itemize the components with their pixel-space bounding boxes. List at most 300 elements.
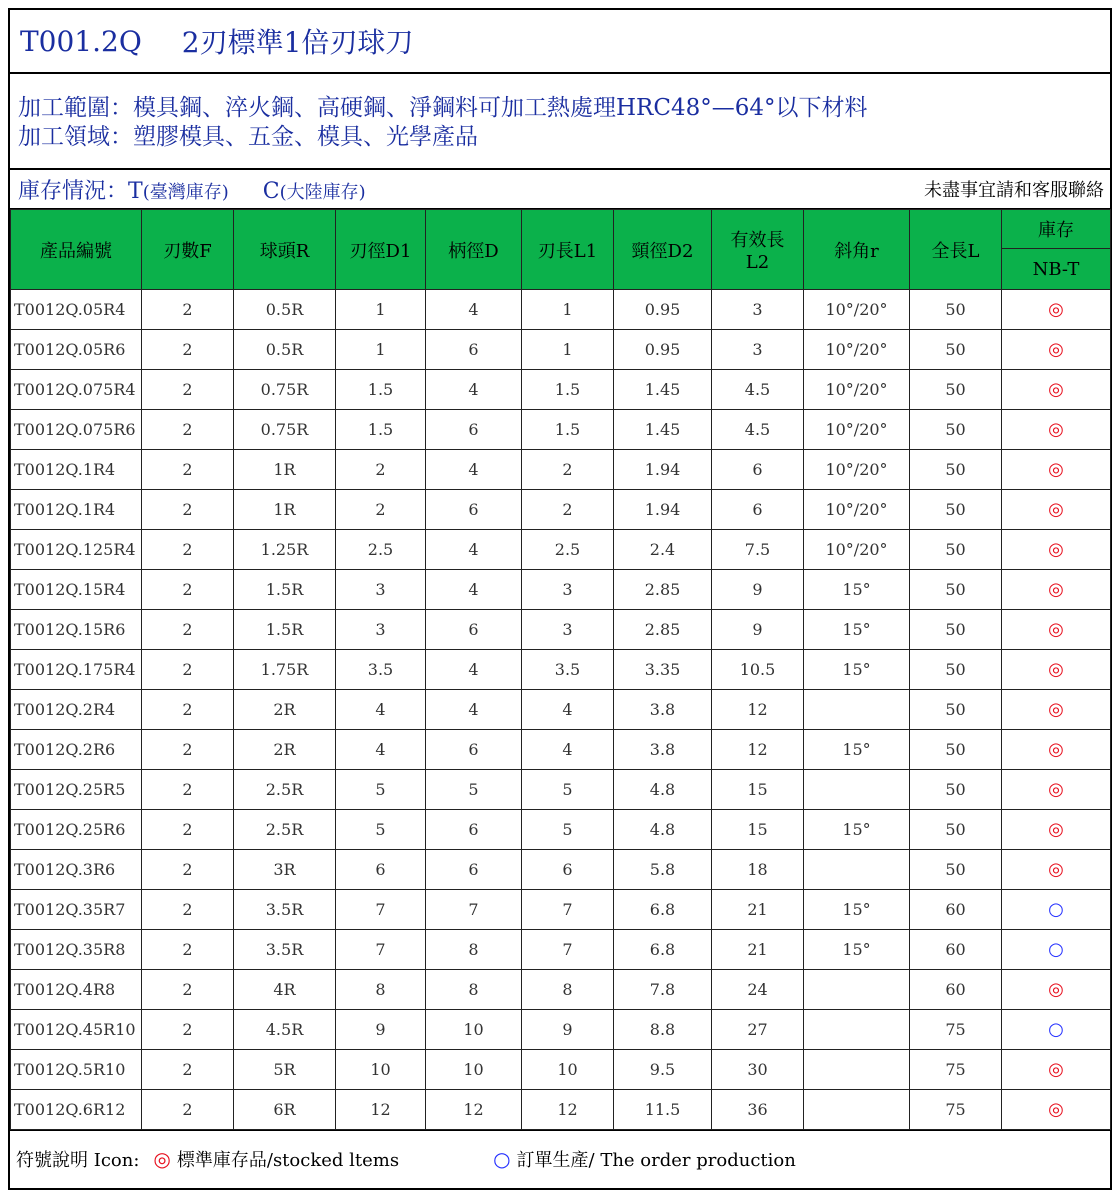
stock-t-desc: (臺灣庫存) bbox=[142, 181, 229, 203]
cell-angle: 10°/20° bbox=[804, 410, 910, 450]
product-series-name: 2刃標準1倍刃球刀 bbox=[181, 26, 414, 59]
cell-cutting-diameter: 5 bbox=[336, 770, 426, 810]
cell-angle: 15° bbox=[804, 650, 910, 690]
cell-flutes: 2 bbox=[142, 970, 234, 1010]
cell-ball-radius: 1R bbox=[234, 450, 336, 490]
cell-shank-diameter: 12 bbox=[426, 1090, 522, 1130]
cell-stock bbox=[1002, 410, 1111, 450]
cell-cutting-diameter: 1.5 bbox=[336, 410, 426, 450]
stock-label: 庫存情況： bbox=[18, 178, 129, 204]
table-row bbox=[11, 650, 1111, 690]
cell-part-no: T0012Q.25R6 bbox=[11, 810, 142, 850]
stocked-mark-icon: ◎ bbox=[1048, 419, 1064, 440]
cell-part-no: T0012Q.2R6 bbox=[11, 730, 142, 770]
cell-effective-length: 6 bbox=[712, 450, 804, 490]
cell-ball-radius: 4.5R bbox=[234, 1010, 336, 1050]
cell-angle bbox=[804, 770, 910, 810]
cell-part-no: T0012Q.15R4 bbox=[11, 570, 142, 610]
stocked-mark-icon: ◎ bbox=[1048, 819, 1064, 840]
stocked-mark-icon: ◎ bbox=[1048, 1099, 1064, 1120]
cell-effective-length: 30 bbox=[712, 1050, 804, 1090]
cell-angle: 10°/20° bbox=[804, 330, 910, 370]
cell-angle: 15° bbox=[804, 890, 910, 930]
stocked-mark-icon: ◎ bbox=[1048, 459, 1064, 480]
stock-legend-row bbox=[10, 170, 1110, 209]
cell-effective-length: 36 bbox=[712, 1090, 804, 1130]
cell-effective-length: 12 bbox=[712, 730, 804, 770]
cell-total-length: 60 bbox=[910, 970, 1002, 1010]
cell-total-length: 50 bbox=[910, 450, 1002, 490]
cell-flutes: 2 bbox=[142, 410, 234, 450]
cell-total-length: 50 bbox=[910, 690, 1002, 730]
cell-part-no: T0012Q.175R4 bbox=[11, 650, 142, 690]
cell-effective-length: 24 bbox=[712, 970, 804, 1010]
cell-shank-diameter: 5 bbox=[426, 770, 522, 810]
cell-ball-radius: 4R bbox=[234, 970, 336, 1010]
cell-cutting-diameter: 1 bbox=[336, 330, 426, 370]
cell-angle: 15° bbox=[804, 610, 910, 650]
cell-cutting-diameter: 7 bbox=[336, 930, 426, 970]
cell-cutting-length: 10 bbox=[522, 1050, 614, 1090]
cell-cutting-diameter: 9 bbox=[336, 1010, 426, 1050]
table-row bbox=[11, 290, 1111, 330]
cell-total-length: 50 bbox=[910, 530, 1002, 570]
cell-part-no: T0012Q.6R12 bbox=[11, 1090, 142, 1130]
cell-total-length: 50 bbox=[910, 570, 1002, 610]
cell-cutting-length: 3 bbox=[522, 610, 614, 650]
cell-total-length: 60 bbox=[910, 930, 1002, 970]
cell-neck-diameter: 1.94 bbox=[614, 490, 712, 530]
order-mark-icon: ○ bbox=[1048, 939, 1064, 960]
cell-ball-radius: 0.75R bbox=[234, 370, 336, 410]
cell-effective-length: 12 bbox=[712, 690, 804, 730]
cell-ball-radius: 1.25R bbox=[234, 530, 336, 570]
header-ball-radius: 球頭R bbox=[234, 210, 336, 290]
cell-cutting-diameter: 12 bbox=[336, 1090, 426, 1130]
cell-cutting-length: 7 bbox=[522, 890, 614, 930]
stocked-mark-icon: ◎ bbox=[1048, 499, 1064, 520]
cell-flutes: 2 bbox=[142, 450, 234, 490]
stocked-mark-icon: ◎ bbox=[1048, 779, 1064, 800]
header-effective-length-line1: 有效長 bbox=[730, 230, 785, 251]
table-row bbox=[11, 730, 1111, 770]
cell-stock bbox=[1002, 810, 1111, 850]
cell-flutes: 2 bbox=[142, 570, 234, 610]
table-row bbox=[11, 330, 1111, 370]
cell-shank-diameter: 4 bbox=[426, 450, 522, 490]
cell-neck-diameter: 4.8 bbox=[614, 810, 712, 850]
header-flutes: 刃數F bbox=[142, 210, 234, 290]
cell-part-no: T0012Q.4R8 bbox=[11, 970, 142, 1010]
cell-cutting-length: 7 bbox=[522, 930, 614, 970]
cell-neck-diameter: 5.8 bbox=[614, 850, 712, 890]
cell-effective-length: 4.5 bbox=[712, 370, 804, 410]
cell-flutes: 2 bbox=[142, 290, 234, 330]
cell-cutting-length: 4 bbox=[522, 690, 614, 730]
cell-flutes: 2 bbox=[142, 690, 234, 730]
cell-angle bbox=[804, 1010, 910, 1050]
cell-shank-diameter: 6 bbox=[426, 490, 522, 530]
cell-effective-length: 21 bbox=[712, 890, 804, 930]
cell-total-length: 50 bbox=[910, 810, 1002, 850]
cell-stock bbox=[1002, 610, 1111, 650]
cell-ball-radius: 3.5R bbox=[234, 930, 336, 970]
cell-angle bbox=[804, 850, 910, 890]
cell-total-length: 50 bbox=[910, 370, 1002, 410]
application-info bbox=[10, 74, 1110, 170]
cell-angle bbox=[804, 970, 910, 1010]
cell-flutes: 2 bbox=[142, 810, 234, 850]
cell-effective-length: 4.5 bbox=[712, 410, 804, 450]
cell-shank-diameter: 6 bbox=[426, 330, 522, 370]
cell-cutting-length: 1 bbox=[522, 330, 614, 370]
cell-stock bbox=[1002, 770, 1111, 810]
cell-part-no: T0012Q.35R7 bbox=[11, 890, 142, 930]
cell-cutting-diameter: 3.5 bbox=[336, 650, 426, 690]
cell-stock bbox=[1002, 930, 1111, 970]
cell-cutting-length: 1.5 bbox=[522, 370, 614, 410]
cell-cutting-diameter: 3 bbox=[336, 570, 426, 610]
stock-t-code: T bbox=[128, 178, 143, 204]
cell-cutting-diameter: 6 bbox=[336, 850, 426, 890]
cell-shank-diameter: 4 bbox=[426, 290, 522, 330]
order-mark-icon: ○ bbox=[493, 1147, 511, 1171]
cell-neck-diameter: 6.8 bbox=[614, 930, 712, 970]
cell-ball-radius: 0.5R bbox=[234, 330, 336, 370]
table-row bbox=[11, 450, 1111, 490]
cell-stock bbox=[1002, 650, 1111, 690]
cell-flutes: 2 bbox=[142, 650, 234, 690]
cell-part-no: T0012Q.125R4 bbox=[11, 530, 142, 570]
header-neck-diameter: 頸徑D2 bbox=[614, 210, 712, 290]
header-effective-length bbox=[712, 210, 804, 290]
cell-effective-length: 9 bbox=[712, 610, 804, 650]
table-row bbox=[11, 530, 1111, 570]
header-effective-length-line2: L2 bbox=[745, 252, 770, 273]
cell-cutting-length: 5 bbox=[522, 810, 614, 850]
cell-cutting-length: 1 bbox=[522, 290, 614, 330]
cell-angle: 10°/20° bbox=[804, 450, 910, 490]
cell-effective-length: 27 bbox=[712, 1010, 804, 1050]
cell-part-no: T0012Q.35R8 bbox=[11, 930, 142, 970]
table-row bbox=[11, 850, 1111, 890]
header-cutting-length: 刃長L1 bbox=[522, 210, 614, 290]
cell-neck-diameter: 3.8 bbox=[614, 730, 712, 770]
cell-neck-diameter: 1.45 bbox=[614, 410, 712, 450]
cell-angle: 15° bbox=[804, 570, 910, 610]
cell-neck-diameter: 4.8 bbox=[614, 770, 712, 810]
stock-status bbox=[18, 174, 366, 205]
cell-effective-length: 18 bbox=[712, 850, 804, 890]
cell-shank-diameter: 4 bbox=[426, 530, 522, 570]
table-row bbox=[11, 1090, 1111, 1130]
cell-stock bbox=[1002, 890, 1111, 930]
cell-neck-diameter: 6.8 bbox=[614, 890, 712, 930]
cell-shank-diameter: 10 bbox=[426, 1050, 522, 1090]
order-mark-icon: ○ bbox=[1048, 1019, 1064, 1040]
table-row bbox=[11, 1050, 1111, 1090]
cell-flutes: 2 bbox=[142, 370, 234, 410]
table-row bbox=[11, 370, 1111, 410]
cell-cutting-diameter: 1 bbox=[336, 290, 426, 330]
cell-effective-length: 21 bbox=[712, 930, 804, 970]
header-total-length: 全長L bbox=[910, 210, 1002, 290]
cell-ball-radius: 5R bbox=[234, 1050, 336, 1090]
cell-neck-diameter: 3.8 bbox=[614, 690, 712, 730]
cell-ball-radius: 3R bbox=[234, 850, 336, 890]
cell-neck-diameter: 9.5 bbox=[614, 1050, 712, 1090]
cell-total-length: 50 bbox=[910, 490, 1002, 530]
cell-part-no: T0012Q.2R4 bbox=[11, 690, 142, 730]
cell-ball-radius: 0.75R bbox=[234, 410, 336, 450]
cell-cutting-diameter: 3 bbox=[336, 610, 426, 650]
cell-flutes: 2 bbox=[142, 1010, 234, 1050]
cell-flutes: 2 bbox=[142, 1050, 234, 1090]
cell-stock bbox=[1002, 290, 1111, 330]
cell-total-length: 75 bbox=[910, 1090, 1002, 1130]
cell-part-no: T0012Q.45R10 bbox=[11, 1010, 142, 1050]
cell-cutting-length: 9 bbox=[522, 1010, 614, 1050]
cell-flutes: 2 bbox=[142, 610, 234, 650]
cell-shank-diameter: 6 bbox=[426, 850, 522, 890]
cell-cutting-diameter: 8 bbox=[336, 970, 426, 1010]
table-row bbox=[11, 1010, 1111, 1050]
table-row bbox=[11, 490, 1111, 530]
cell-shank-diameter: 4 bbox=[426, 650, 522, 690]
cell-neck-diameter: 0.95 bbox=[614, 330, 712, 370]
cell-ball-radius: 2.5R bbox=[234, 810, 336, 850]
cell-shank-diameter: 4 bbox=[426, 690, 522, 730]
cell-total-length: 50 bbox=[910, 610, 1002, 650]
product-series-code: T001.2Q bbox=[20, 24, 142, 58]
cell-effective-length: 10.5 bbox=[712, 650, 804, 690]
cell-angle bbox=[804, 1050, 910, 1090]
stocked-mark-icon: ◎ bbox=[1048, 579, 1064, 600]
legend-label: 符號說明 Icon: bbox=[16, 1150, 140, 1171]
cell-cutting-length: 2 bbox=[522, 450, 614, 490]
cell-part-no: T0012Q.15R6 bbox=[11, 610, 142, 650]
cell-stock bbox=[1002, 1090, 1111, 1130]
table-row bbox=[11, 690, 1111, 730]
cell-stock bbox=[1002, 850, 1111, 890]
cell-total-length: 50 bbox=[910, 650, 1002, 690]
stocked-mark-icon: ◎ bbox=[1048, 539, 1064, 560]
cell-ball-radius: 2R bbox=[234, 690, 336, 730]
stocked-mark-icon: ◎ bbox=[1048, 979, 1064, 1000]
cell-total-length: 75 bbox=[910, 1010, 1002, 1050]
stocked-mark-icon: ◎ bbox=[1048, 659, 1064, 680]
cell-flutes: 2 bbox=[142, 730, 234, 770]
cell-cutting-length: 6 bbox=[522, 850, 614, 890]
title-bar bbox=[10, 10, 1110, 74]
legend-order-text: 訂單生產/ The order production bbox=[516, 1150, 796, 1171]
cell-part-no: T0012Q.3R6 bbox=[11, 850, 142, 890]
cell-effective-length: 3 bbox=[712, 290, 804, 330]
cell-effective-length: 9 bbox=[712, 570, 804, 610]
legend-stocked-text: 標準庫存品/stocked ltems bbox=[176, 1150, 400, 1171]
header-part-no: 產品編號 bbox=[11, 210, 142, 290]
cell-flutes: 2 bbox=[142, 770, 234, 810]
cell-neck-diameter: 1.45 bbox=[614, 370, 712, 410]
cell-part-no: T0012Q.25R5 bbox=[11, 770, 142, 810]
cell-cutting-diameter: 5 bbox=[336, 810, 426, 850]
machining-field: 加工領域：塑膠模具、五金、模具、光學產品 bbox=[18, 124, 478, 150]
cell-ball-radius: 1.5R bbox=[234, 570, 336, 610]
cell-total-length: 50 bbox=[910, 730, 1002, 770]
cell-angle: 15° bbox=[804, 810, 910, 850]
cell-cutting-diameter: 2.5 bbox=[336, 530, 426, 570]
table-row bbox=[11, 610, 1111, 650]
machining-range: 加工範圍：模具鋼、淬火鋼、高硬鋼、淨鋼料可加工熱處理HRC48°—64°以下材料 bbox=[18, 95, 868, 121]
catalog-sheet bbox=[8, 8, 1112, 1190]
cell-angle bbox=[804, 1090, 910, 1130]
cell-stock bbox=[1002, 970, 1111, 1010]
cell-cutting-length: 5 bbox=[522, 770, 614, 810]
cell-cutting-length: 3.5 bbox=[522, 650, 614, 690]
cell-neck-diameter: 7.8 bbox=[614, 970, 712, 1010]
cell-stock bbox=[1002, 370, 1111, 410]
cell-total-length: 50 bbox=[910, 850, 1002, 890]
cell-stock bbox=[1002, 450, 1111, 490]
cell-neck-diameter: 2.85 bbox=[614, 610, 712, 650]
stocked-mark-icon: ◎ bbox=[1048, 619, 1064, 640]
cell-part-no: T0012Q.05R6 bbox=[11, 330, 142, 370]
cell-cutting-length: 4 bbox=[522, 730, 614, 770]
header-shank-diameter: 柄徑D bbox=[426, 210, 522, 290]
cell-effective-length: 15 bbox=[712, 810, 804, 850]
contact-note: 未盡事宜請和客服聯絡 bbox=[924, 180, 1104, 201]
cell-ball-radius: 2R bbox=[234, 730, 336, 770]
cell-neck-diameter: 0.95 bbox=[614, 290, 712, 330]
stocked-mark-icon: ◎ bbox=[1048, 699, 1064, 720]
cell-effective-length: 15 bbox=[712, 770, 804, 810]
cell-shank-diameter: 10 bbox=[426, 1010, 522, 1050]
header-angle: 斜角r bbox=[804, 210, 910, 290]
table-row bbox=[11, 930, 1111, 970]
header-stock: 庫存 bbox=[1002, 210, 1111, 249]
cell-total-length: 50 bbox=[910, 410, 1002, 450]
cell-total-length: 75 bbox=[910, 1050, 1002, 1090]
cell-total-length: 60 bbox=[910, 890, 1002, 930]
cell-cutting-diameter: 10 bbox=[336, 1050, 426, 1090]
cell-neck-diameter: 11.5 bbox=[614, 1090, 712, 1130]
order-mark-icon: ○ bbox=[1048, 899, 1064, 920]
cell-flutes: 2 bbox=[142, 490, 234, 530]
cell-neck-diameter: 2.85 bbox=[614, 570, 712, 610]
stocked-mark-icon: ◎ bbox=[1048, 859, 1064, 880]
cell-cutting-diameter: 2 bbox=[336, 450, 426, 490]
cell-shank-diameter: 6 bbox=[426, 810, 522, 850]
cell-flutes: 2 bbox=[142, 890, 234, 930]
header-cutting-diameter: 刃徑D1 bbox=[336, 210, 426, 290]
cell-cutting-length: 1.5 bbox=[522, 410, 614, 450]
cell-shank-diameter: 7 bbox=[426, 890, 522, 930]
table-body bbox=[11, 290, 1111, 1130]
cell-angle: 15° bbox=[804, 730, 910, 770]
stocked-mark-icon: ◎ bbox=[1048, 739, 1064, 760]
cell-shank-diameter: 8 bbox=[426, 930, 522, 970]
stocked-mark-icon: ◎ bbox=[1048, 379, 1064, 400]
table-header-row bbox=[11, 210, 1111, 249]
cell-angle bbox=[804, 690, 910, 730]
cell-part-no: T0012Q.075R6 bbox=[11, 410, 142, 450]
cell-ball-radius: 3.5R bbox=[234, 890, 336, 930]
table-row bbox=[11, 570, 1111, 610]
cell-part-no: T0012Q.1R4 bbox=[11, 450, 142, 490]
cell-ball-radius: 1.75R bbox=[234, 650, 336, 690]
cell-neck-diameter: 2.4 bbox=[614, 530, 712, 570]
cell-cutting-length: 2 bbox=[522, 490, 614, 530]
cell-shank-diameter: 6 bbox=[426, 610, 522, 650]
cell-ball-radius: 1.5R bbox=[234, 610, 336, 650]
cell-angle: 10°/20° bbox=[804, 490, 910, 530]
stock-c-desc: (大陸庫存) bbox=[279, 181, 366, 203]
cell-flutes: 2 bbox=[142, 930, 234, 970]
cell-shank-diameter: 6 bbox=[426, 410, 522, 450]
cell-total-length: 50 bbox=[910, 770, 1002, 810]
cell-neck-diameter: 1.94 bbox=[614, 450, 712, 490]
cell-ball-radius: 1R bbox=[234, 490, 336, 530]
cell-ball-radius: 2.5R bbox=[234, 770, 336, 810]
stock-c-code: C bbox=[262, 178, 280, 204]
cell-shank-diameter: 8 bbox=[426, 970, 522, 1010]
cell-cutting-length: 12 bbox=[522, 1090, 614, 1130]
cell-flutes: 2 bbox=[142, 530, 234, 570]
stocked-mark-icon: ◎ bbox=[1048, 339, 1064, 360]
cell-stock bbox=[1002, 490, 1111, 530]
cell-cutting-length: 2.5 bbox=[522, 530, 614, 570]
cell-cutting-length: 3 bbox=[522, 570, 614, 610]
cell-stock bbox=[1002, 1050, 1111, 1090]
cell-neck-diameter: 8.8 bbox=[614, 1010, 712, 1050]
table-row bbox=[11, 890, 1111, 930]
cell-part-no: T0012Q.5R10 bbox=[11, 1050, 142, 1090]
cell-part-no: T0012Q.1R4 bbox=[11, 490, 142, 530]
cell-cutting-diameter: 1.5 bbox=[336, 370, 426, 410]
cell-angle: 10°/20° bbox=[804, 370, 910, 410]
cell-total-length: 50 bbox=[910, 290, 1002, 330]
cell-stock bbox=[1002, 1010, 1111, 1050]
cell-shank-diameter: 4 bbox=[426, 570, 522, 610]
stocked-mark-icon: ◎ bbox=[1048, 299, 1064, 320]
cell-effective-length: 3 bbox=[712, 330, 804, 370]
cell-effective-length: 6 bbox=[712, 490, 804, 530]
cell-flutes: 2 bbox=[142, 1090, 234, 1130]
cell-part-no: T0012Q.05R4 bbox=[11, 290, 142, 330]
cell-stock bbox=[1002, 690, 1111, 730]
cell-part-no: T0012Q.075R4 bbox=[11, 370, 142, 410]
spec-table bbox=[10, 209, 1111, 1130]
cell-stock bbox=[1002, 330, 1111, 370]
cell-cutting-diameter: 4 bbox=[336, 730, 426, 770]
cell-angle: 15° bbox=[804, 930, 910, 970]
table-row bbox=[11, 970, 1111, 1010]
table-row bbox=[11, 810, 1111, 850]
cell-stock bbox=[1002, 530, 1111, 570]
cell-neck-diameter: 3.35 bbox=[614, 650, 712, 690]
cell-ball-radius: 0.5R bbox=[234, 290, 336, 330]
cell-angle: 10°/20° bbox=[804, 290, 910, 330]
cell-flutes: 2 bbox=[142, 850, 234, 890]
cell-total-length: 50 bbox=[910, 330, 1002, 370]
header-stock-sub: NB-T bbox=[1002, 249, 1111, 290]
stocked-mark-icon: ◎ bbox=[153, 1147, 171, 1171]
cell-ball-radius: 6R bbox=[234, 1090, 336, 1130]
cell-shank-diameter: 4 bbox=[426, 370, 522, 410]
cell-shank-diameter: 6 bbox=[426, 730, 522, 770]
cell-cutting-diameter: 7 bbox=[336, 890, 426, 930]
cell-cutting-diameter: 2 bbox=[336, 490, 426, 530]
